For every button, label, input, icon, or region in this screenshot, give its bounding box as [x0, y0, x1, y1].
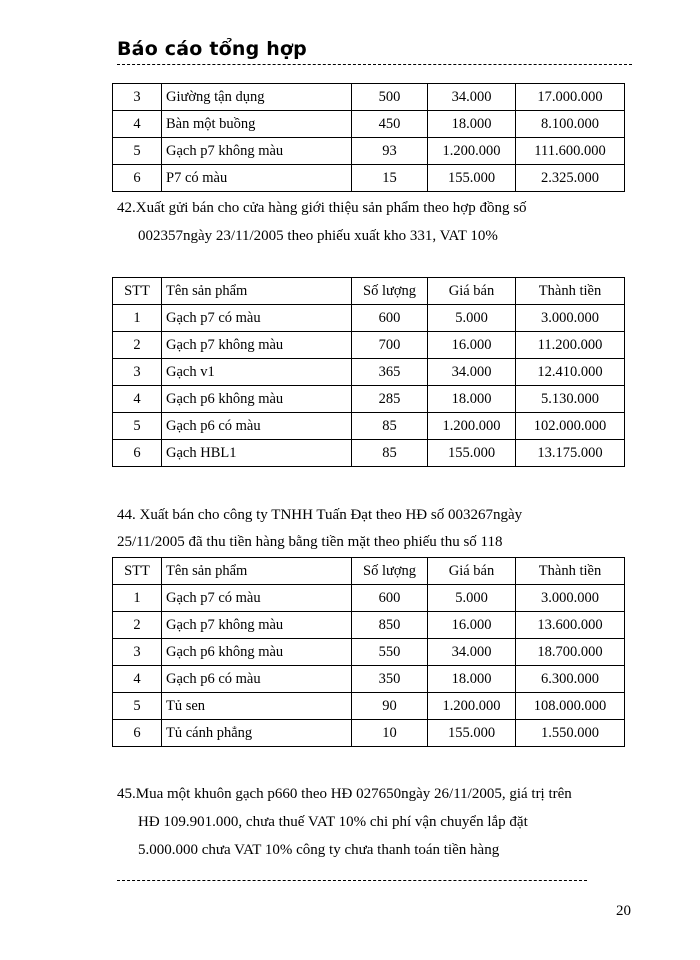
cell-price: 18.000 [428, 666, 516, 693]
header-divider [117, 64, 632, 65]
table-row [113, 413, 625, 440]
header-total: Thành tiền [516, 278, 625, 305]
cell-product: Gạch p7 không màu [162, 612, 352, 639]
cell-price: 1.200.000 [428, 413, 516, 440]
cell-price: 155.000 [428, 165, 516, 192]
cell-quantity: 15 [352, 165, 428, 192]
table-row [113, 639, 625, 666]
paragraph-45-line2: HĐ 109.901.000, chưa thuế VAT 10% chi phí vận chuyển lắp đặt [138, 814, 528, 830]
cell-product: Gạch p6 có màu [162, 666, 352, 693]
cell-total: 3.000.000 [516, 585, 625, 612]
cell-product: Gạch p7 không màu [162, 332, 352, 359]
cell-stt: 4 [113, 666, 162, 693]
cell-quantity: 550 [352, 639, 428, 666]
cell-price: 34.000 [428, 84, 516, 111]
header-quantity: Số lượng [352, 278, 428, 305]
cell-stt: 4 [113, 111, 162, 138]
cell-stt: 5 [113, 413, 162, 440]
cell-total: 18.700.000 [516, 639, 625, 666]
cell-product: Bàn một buồng [162, 111, 352, 138]
table-consignment [112, 277, 625, 467]
header-title: Báo cáo tổng hợp [117, 38, 307, 60]
header-price: Giá bán [428, 278, 516, 305]
cell-total: 2.325.000 [516, 165, 625, 192]
cell-stt: 5 [113, 138, 162, 165]
cell-quantity: 450 [352, 111, 428, 138]
cell-total: 11.200.000 [516, 332, 625, 359]
table-row [113, 359, 625, 386]
header-total: Thành tiền [516, 558, 625, 585]
paragraph-44-line1: 44. Xuất bán cho công ty TNHH Tuấn Đạt theo HĐ số 003267ngày [117, 507, 523, 523]
page-number: 20 [616, 903, 631, 919]
cell-product: P7 có màu [162, 165, 352, 192]
table-row [113, 386, 625, 413]
cell-product: Gạch p6 không màu [162, 639, 352, 666]
cell-total: 17.000.000 [516, 84, 625, 111]
cell-price: 34.000 [428, 639, 516, 666]
cell-stt: 2 [113, 612, 162, 639]
cell-price: 1.200.000 [428, 693, 516, 720]
cell-total: 5.130.000 [516, 386, 625, 413]
footer-divider [117, 880, 587, 881]
cell-price: 16.000 [428, 612, 516, 639]
cell-quantity: 85 [352, 440, 428, 467]
cell-price: 155.000 [428, 440, 516, 467]
table-row [113, 720, 625, 747]
cell-price: 155.000 [428, 720, 516, 747]
cell-price: 5.000 [428, 305, 516, 332]
cell-stt: 6 [113, 440, 162, 467]
header-stt: STT [113, 558, 162, 585]
cell-quantity: 285 [352, 386, 428, 413]
table-continued [112, 83, 625, 192]
paragraph-42-line1: 42.Xuất gửi bán cho cửa hàng giới thiệu sản phẩm theo hợp đồng số [117, 200, 527, 216]
paragraph-45-line3: 5.000.000 chưa VAT 10% công ty chưa thanh toán tiền hàng [138, 842, 500, 858]
cell-stt: 3 [113, 359, 162, 386]
cell-total: 3.000.000 [516, 305, 625, 332]
cell-total: 13.175.000 [516, 440, 625, 467]
cell-product: Gạch HBL1 [162, 440, 352, 467]
cell-quantity: 700 [352, 332, 428, 359]
table-row [113, 111, 625, 138]
cell-stt: 6 [113, 165, 162, 192]
cell-total: 6.300.000 [516, 666, 625, 693]
cell-quantity: 10 [352, 720, 428, 747]
table-row [113, 693, 625, 720]
table-header-row [113, 278, 625, 305]
cell-quantity: 93 [352, 138, 428, 165]
cell-stt: 6 [113, 720, 162, 747]
cell-product: Gạch p7 có màu [162, 585, 352, 612]
table-sale-tuan-dat [112, 557, 625, 747]
cell-price: 18.000 [428, 111, 516, 138]
cell-total: 8.100.000 [516, 111, 625, 138]
header-stt: STT [113, 278, 162, 305]
cell-total: 111.600.000 [516, 138, 625, 165]
cell-total: 102.000.000 [516, 413, 625, 440]
cell-stt: 5 [113, 693, 162, 720]
table-row [113, 332, 625, 359]
cell-quantity: 350 [352, 666, 428, 693]
cell-product: Gạch p6 có màu [162, 413, 352, 440]
cell-total: 1.550.000 [516, 720, 625, 747]
cell-stt: 1 [113, 305, 162, 332]
cell-stt: 2 [113, 332, 162, 359]
table-row [113, 612, 625, 639]
cell-quantity: 365 [352, 359, 428, 386]
cell-price: 16.000 [428, 332, 516, 359]
cell-price: 1.200.000 [428, 138, 516, 165]
cell-price: 18.000 [428, 386, 516, 413]
cell-product: Giường tận dụng [162, 84, 352, 111]
cell-stt: 3 [113, 84, 162, 111]
cell-product: Gạch p7 có màu [162, 305, 352, 332]
cell-quantity: 600 [352, 585, 428, 612]
header-product: Tên sản phẩm [162, 558, 352, 585]
table-row [113, 666, 625, 693]
table-header-row [113, 558, 625, 585]
cell-quantity: 500 [352, 84, 428, 111]
table-row [113, 440, 625, 467]
cell-price: 5.000 [428, 585, 516, 612]
table-row [113, 305, 625, 332]
cell-price: 34.000 [428, 359, 516, 386]
cell-stt: 4 [113, 386, 162, 413]
cell-product: Tủ cánh phẳng [162, 720, 352, 747]
cell-quantity: 850 [352, 612, 428, 639]
cell-total: 13.600.000 [516, 612, 625, 639]
cell-quantity: 600 [352, 305, 428, 332]
table-row [113, 84, 625, 111]
header-price: Giá bán [428, 558, 516, 585]
cell-stt: 3 [113, 639, 162, 666]
cell-quantity: 90 [352, 693, 428, 720]
cell-total: 108.000.000 [516, 693, 625, 720]
table-row [113, 585, 625, 612]
cell-total: 12.410.000 [516, 359, 625, 386]
cell-stt: 1 [113, 585, 162, 612]
header-product: Tên sản phẩm [162, 278, 352, 305]
cell-product: Gạch p7 không màu [162, 138, 352, 165]
cell-quantity: 85 [352, 413, 428, 440]
table-row [113, 138, 625, 165]
cell-product: Gạch p6 không màu [162, 386, 352, 413]
paragraph-44-line2: 25/11/2005 đã thu tiền hàng bằng tiền mặt theo phiếu thu số 118 [117, 534, 503, 550]
table-row [113, 165, 625, 192]
cell-product: Tủ sen [162, 693, 352, 720]
cell-product: Gạch v1 [162, 359, 352, 386]
header-quantity: Số lượng [352, 558, 428, 585]
paragraph-45-line1: 45.Mua một khuôn gạch p660 theo HĐ 027650ngày 26/11/2005, giá trị trên [117, 786, 572, 802]
paragraph-42-line2: 002357ngày 23/11/2005 theo phiếu xuất kho 331, VAT 10% [138, 228, 498, 244]
